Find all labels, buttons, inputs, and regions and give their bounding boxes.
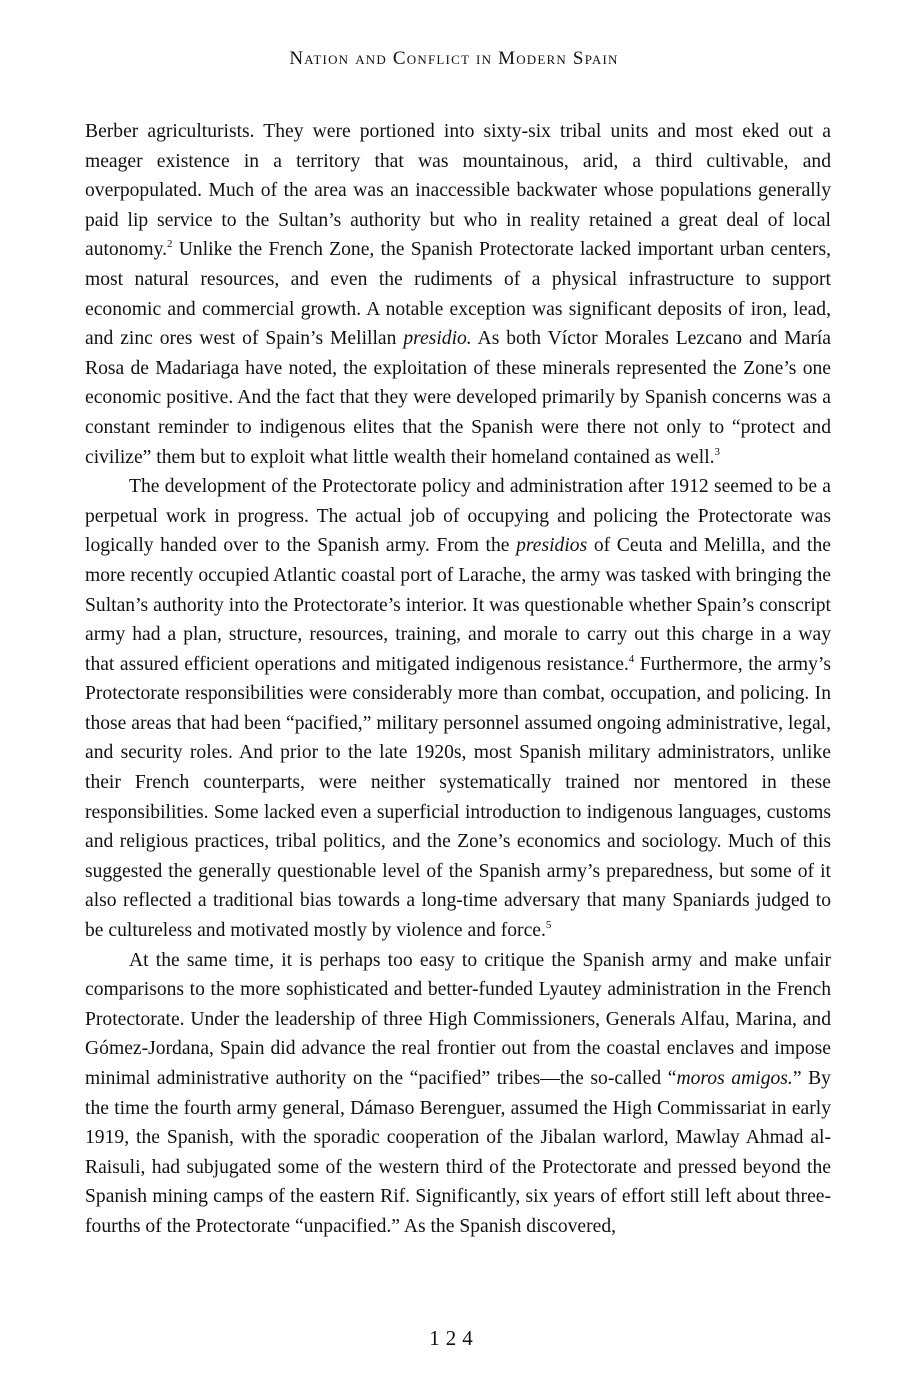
body-text <box>85 117 831 1242</box>
paragraph <box>85 946 831 1242</box>
page-number: 124 <box>429 1326 479 1350</box>
text-run: Berber agriculturists. They were portioned into sixty-six tribal units and most eked out a meager existence in a territory that was mountainous, arid, a third cultivable, and overpopulated. Much of the area was an inaccessible backwater whose populations generally paid lip service to the Sultan’s authority but who in reality retained a great deal of local autonomy. <box>85 121 831 261</box>
footnote-marker: 5 <box>545 919 552 932</box>
paragraph <box>85 472 831 946</box>
footnote-marker: 3 <box>714 445 721 458</box>
italic-text: presidios <box>516 535 588 557</box>
text-run: Furthermore, the army’s Protectorate responsibilities were considerably more than combat, occupation, and policing. In those areas that had been “pacified,” military personnel assumed ongoing administrative, legal, and security roles. And prior to the late 1920s, most Spanish military administrators, unlike their French counterparts, were neither systematically trained nor mentored in these responsibilities. Some lacked even a superficial introduction to indigenous languages, customs and religious practices, tribal politics, and the Zone’s economics and sociology. Much of this suggested the generally questionable level of the Spanish army’s preparedness, but some of it also reflected a traditional bias towards a long-time adversary that many Spaniards judged to be cultureless and motivated mostly by violence and force. <box>85 653 831 942</box>
text-run: The development of the Protectorate policy and administration after 1912 seemed to be a perpetual work in progress. The actual job of occupying and policing the Protectorate was logically handed over to the Spanish army. From the <box>85 476 831 557</box>
footnote-marker: 4 <box>628 652 635 665</box>
footnote-marker: 2 <box>167 238 173 251</box>
running-head: Nation and Conflict in Modern Spain <box>289 48 619 69</box>
text-run: ” By the time the fourth army general, Dámaso Berenguer, assumed the High Commissariat in early 1919, the Spanish, with the sporadic cooperation of the Jibalan warlord, Mawlay Ahmad al-Raisuli, had subjugated some of the western third of the Protectorate and pressed beyond the Spanish mining camps of the eastern Rif. Significantly, six years of effort still left about three-fourths of the Protectorate “unpacified.” As the Spanish discovered, <box>85 1068 831 1237</box>
text-run: of Ceuta and Melilla, and the more recently occupied Atlantic coastal port of Larache, the army was tasked with bringing the Sultan’s authority into the Protectorate’s interior. It was questionable whether Spain’s conscript army had a plan, structure, resources, training, and morale to carry out this charge in a way that assured efficient operations and mitigated indigenous resistance. <box>85 535 831 675</box>
italic-text: presidio. <box>403 328 472 350</box>
text-run: Unlike the French Zone, the Spanish Protectorate lacked important urban centers, most natural resources, and even the rudiments of a physical infrastructure to support economic and commercial growth. A notable exception was significant deposits of iron, lead, and zinc ores west of Spain’s Melillan <box>85 239 831 350</box>
text-run: As both Víctor Morales Lezcano and María Rosa de Madariaga have noted, the exploitation of these minerals represented the Zone’s one economic positive. And the fact that they were developed primarily by Spanish concerns was a constant reminder to indigenous elites that the Spanish were there not only to “protect and civilize” them but to exploit what little wealth their homeland contained as well. <box>85 328 831 468</box>
italic-text: moros amigos. <box>676 1068 793 1089</box>
paragraph <box>85 117 831 472</box>
text-run: At the same time, it is perhaps too easy to critique the Spanish army and make unfair comparisons to the more sophisticated and better-funded Lyautey administration in the French Protectorate. Under the leadership of three High Commissioners, Generals Alfau, Marina, and Gómez-Jordana, Spain did advance the real frontier out from the coastal enclaves and impose minimal administrative authority on the “pacified” tribes—the so-called “ <box>85 949 831 1089</box>
